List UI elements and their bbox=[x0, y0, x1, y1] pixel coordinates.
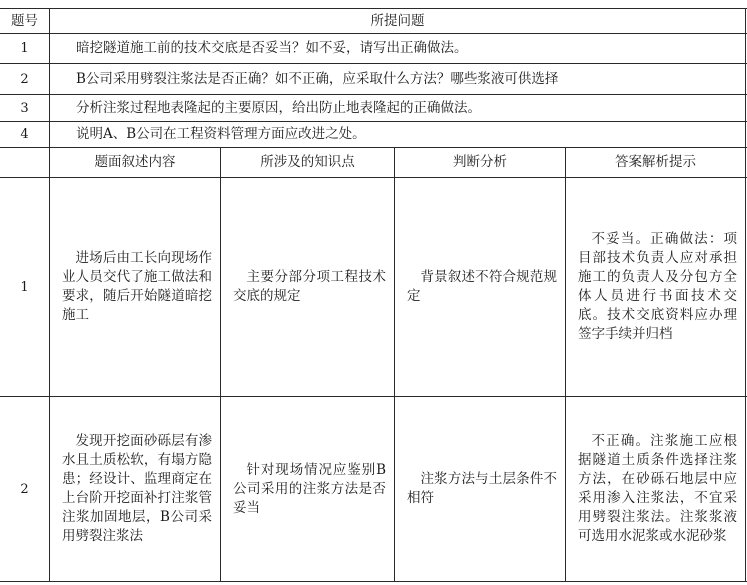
question-text-1: 暗挖隧道施工前的技术交底是否妥当？如不妥，请写出正确做法。 bbox=[76, 40, 468, 56]
question-text-4: 说明A、B公司在工程资料管理方面应改进之处。 bbox=[76, 126, 366, 142]
table-cell bbox=[50, 397, 220, 581]
header-knowledge-point: 所涉及的知识点 bbox=[260, 154, 355, 170]
answer-hint-1: 不妥当。正确做法：项目部技术负责人应对承担施工的负责人及分包方全体人员进行书面技术交底。技术交底资料应办理签字手续并归档 bbox=[578, 231, 737, 342]
header-judgement: 判断分析 bbox=[453, 154, 507, 170]
question-number-1: 1 bbox=[20, 41, 29, 56]
knowledge-point-1: 主要分部分项工程技术交底的规定 bbox=[233, 269, 386, 304]
judgement-1: 背景叙述不符合规范规定 bbox=[407, 269, 557, 304]
question-number-2: 2 bbox=[20, 71, 29, 87]
header-question: 所提问题 bbox=[370, 12, 425, 29]
question-text-2: B公司采用劈裂注浆法是否正确？如不正确，应采取什么方法？哪些浆液可供选择 bbox=[76, 70, 559, 87]
knowledge-point-2: 针对现场情况应鉴别B公司采用的注浆方法是否妥当 bbox=[233, 461, 386, 516]
table-cell bbox=[395, 397, 565, 581]
table-border-bottom bbox=[0, 581, 747, 582]
judgement-2: 注浆方法与土层条件不相符 bbox=[407, 471, 557, 506]
table-cell bbox=[50, 178, 220, 396]
table-cell bbox=[566, 178, 745, 396]
row-number-2: 2 bbox=[20, 481, 29, 497]
question-text-3: 分析注浆过程地表隆起的主要原因，给出防止地表隆起的正确做法。 bbox=[76, 99, 481, 116]
table-border-right bbox=[745, 8, 746, 582]
table-cell bbox=[221, 178, 394, 396]
table-cell bbox=[221, 397, 394, 581]
header-answer-hint: 答案解析提示 bbox=[615, 154, 696, 170]
row-number-1: 1 bbox=[20, 279, 29, 295]
table-cell bbox=[395, 178, 565, 396]
question-number-4: 4 bbox=[20, 127, 29, 142]
header-question-number: 题号 bbox=[11, 12, 38, 29]
table-cell bbox=[566, 397, 745, 581]
description-1: 进场后由工长向现场作业人员交代了施工做法和要求，随后开始隧道暗挖施工 bbox=[62, 250, 212, 323]
answer-hint-2: 不正确。注浆施工应根据隧道土质条件选择注浆方法，在砂砾石地层中应采用渗入注浆法，不宜采用劈裂注浆法。注浆浆液可选用水泥浆或水泥砂浆 bbox=[578, 433, 737, 544]
header-description: 题面叙述内容 bbox=[94, 154, 176, 170]
question-number-3: 3 bbox=[20, 100, 29, 116]
description-2: 发现开挖面砂砾层有渗水且土质松软，有塌方隐患；经设计、监理商定在上台阶开挖面补打注浆管注浆加固地层，B公司采用劈裂注浆法 bbox=[62, 433, 212, 544]
